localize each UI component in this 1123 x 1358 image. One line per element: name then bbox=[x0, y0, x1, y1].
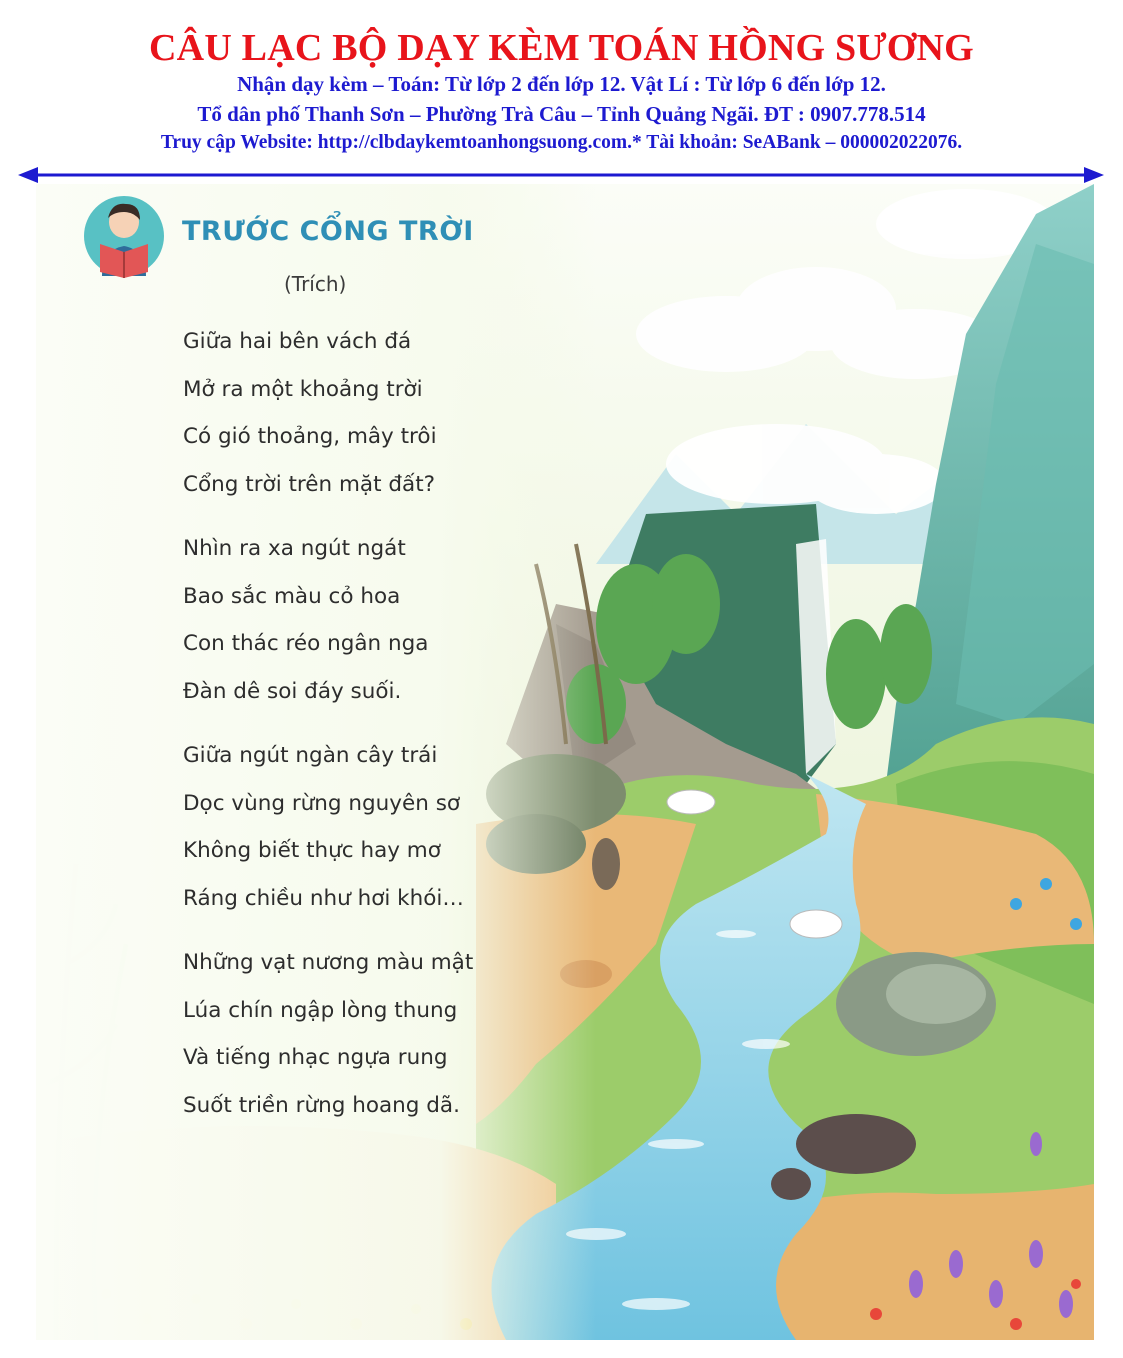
boy-reading-book-icon bbox=[82, 194, 166, 278]
poem-subtitle: (Trích) bbox=[284, 272, 347, 296]
poem-illustration-panel bbox=[36, 184, 1094, 1340]
stanza-4 bbox=[183, 939, 603, 1129]
verse-line: Suốt triền rừng hoang dã. bbox=[183, 1092, 460, 1118]
verse-line: Giữa ngút ngàn cây trái bbox=[183, 743, 438, 768]
verse-line: Bao sắc màu cỏ hoa bbox=[183, 583, 401, 609]
stanza-3 bbox=[183, 732, 603, 922]
verse-line: Những vạt nương màu mật bbox=[183, 950, 474, 975]
verse-line: Lúa chín ngập lòng thung bbox=[183, 997, 458, 1023]
stanza-2 bbox=[183, 525, 603, 715]
poem-body bbox=[183, 318, 603, 1146]
poem-title: TRƯỚC CỔNG TRỜI bbox=[182, 216, 474, 247]
double-arrow-divider-icon bbox=[18, 164, 1104, 186]
verse-line: Giữa hai bên vách đá bbox=[183, 329, 412, 354]
stanza-1 bbox=[183, 318, 603, 508]
address-phone: Tổ dân phố Thanh Sơn – Phường Trà Câu – Tỉnh Quảng Ngãi. ĐT : 0907.778.514 bbox=[197, 102, 926, 126]
letterhead bbox=[0, 0, 1123, 190]
club-title: CÂU LẠC BỘ DẠY KÈM TOÁN HỒNG SƯƠNG bbox=[149, 27, 974, 69]
tutoring-info: Nhận dạy kèm – Toán: Từ lớp 2 đến lớp 12. Vật Lí : Từ lớp 6 đến lớp 12. bbox=[237, 72, 886, 96]
verse-line: Mở ra một khoảng trời bbox=[183, 376, 423, 402]
verse-line: Cổng trời trên mặt đất? bbox=[183, 471, 436, 497]
verse-line: Nhìn ra xa ngút ngát bbox=[183, 536, 406, 561]
verse-line: Con thác réo ngân nga bbox=[183, 631, 429, 656]
verse-line: Đàn dê soi đáy suối. bbox=[183, 678, 402, 704]
verse-line: Dọc vùng rừng nguyên sơ bbox=[183, 790, 461, 816]
verse-line: Không biết thực hay mơ bbox=[183, 838, 441, 863]
verse-line: Ráng chiều như hơi khói… bbox=[183, 885, 464, 911]
verse-line: Và tiếng nhạc ngựa rung bbox=[183, 1045, 448, 1070]
website-bank-account: Truy cập Website: http://clbdaykemtoanhongsuong.com.* Tài khoản: SeABank – 000002022076. bbox=[160, 132, 963, 153]
verse-line: Có gió thoảng, mây trôi bbox=[183, 424, 437, 449]
